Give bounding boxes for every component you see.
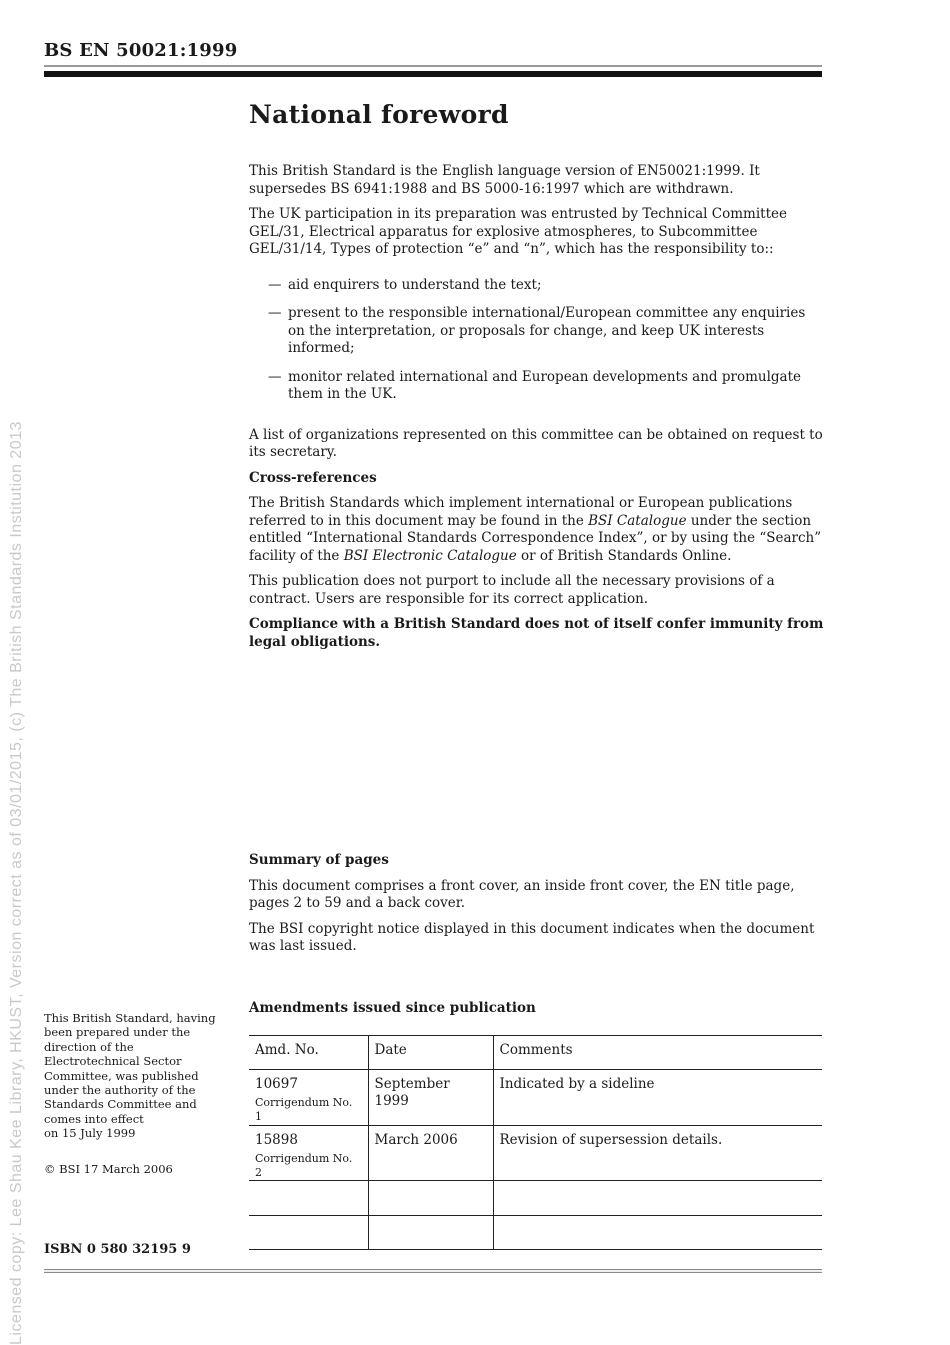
foreword-paragraph-1: This British Standard is the English language version of EN50021:1999. It supersedes BS 6941:1988 and BS 5000-16:1997 which are withdrawn. — [249, 163, 760, 197]
publication-note-line: on 15 July 1999 — [44, 1126, 136, 1141]
dash-bullet: — — [268, 368, 282, 385]
footer-rule — [44, 1269, 822, 1273]
dash-bullet: — — [268, 305, 282, 321]
crossrefs-text-2: under the section entitled “International Standards Correspondence Index”, or by using the “Search” facility of the — [249, 512, 822, 564]
table-row — [249, 1216, 822, 1250]
list-item — [249, 277, 824, 295]
bsi-catalogue-italic: BSI Catalogue — [588, 512, 687, 529]
list-item-text: present to the responsible international/European committee any enquiries on the interpretation, or proposals for change, and keep UK interests informed; — [288, 305, 806, 356]
publication-note-line: Standards Committee and — [44, 1097, 197, 1112]
compliance-statement: Compliance with a British Standard does not of itself confer immunity from legal obligations. — [249, 616, 824, 650]
cell-amd-no — [249, 1070, 368, 1126]
cell-amd-no — [249, 1126, 368, 1181]
foreword-paragraph-4: This publication does not purport to include all the necessary provisions of a contract. Users are responsible for its correct application. — [249, 573, 775, 607]
foreword-paragraph-3: A list of organizations represented on this committee can be obtained on request to its secretary. — [249, 426, 823, 460]
isbn-number: ISBN 0 580 32195 9 — [44, 1242, 191, 1257]
list-item-text: aid enquirers to understand the text; — [288, 276, 542, 293]
table-row — [249, 1070, 822, 1126]
amendments-table — [249, 1035, 822, 1250]
crossrefs-text-1: The British Standards which implement international or European publications referred to in this document may be found in the — [249, 495, 793, 529]
cell-date: September 1999 — [368, 1070, 493, 1126]
page-title: National foreword — [249, 100, 509, 129]
publication-note-line: comes into effect — [44, 1111, 144, 1126]
cell-amd-no — [249, 1181, 368, 1216]
summary-paragraph-2: The BSI copyright notice displayed in this document indicates when the document was last issued. — [249, 920, 815, 954]
responsibility-list — [249, 277, 824, 404]
summary-paragraph-1: This document comprises a front cover, an inside front cover, the EN title page, pages 2 to 59 and a back cover. — [249, 877, 795, 911]
dash-bullet: — — [268, 276, 282, 293]
header-rule-thick — [44, 71, 822, 77]
column-header-date: Date — [368, 1036, 493, 1070]
bsi-electronic-catalogue-italic: BSI Electronic Catalogue — [343, 547, 517, 564]
cell-date — [368, 1216, 493, 1250]
cell-date — [368, 1181, 493, 1216]
foreword-paragraph-2: The UK participation in its preparation was entrusted by Technical Committee GEL/31, Electrical apparatus for explosive atmospheres, to Subcommittee GEL/31/14, Types of protection “e” and “n”, which has the responsibility to:: — [249, 206, 787, 257]
cell-comments — [493, 1181, 822, 1216]
amd-corrigendum: Corrigendum No. 2 — [255, 1152, 353, 1179]
cell-comments: Indicated by a sideline — [493, 1070, 822, 1126]
cross-references-heading: Cross-references — [249, 469, 377, 486]
list-item — [249, 305, 824, 358]
column-header-amd-no: Amd. No. — [249, 1036, 368, 1070]
amendments-heading: Amendments issued since publication — [249, 999, 536, 1016]
list-item-text: monitor related international and European developments and promulgate them in the UK. — [288, 368, 801, 402]
cross-references-paragraph — [249, 495, 824, 565]
table-header-row — [249, 1036, 822, 1070]
publication-note-line: Electrotechnical Sector — [44, 1054, 182, 1069]
cell-amd-no — [249, 1216, 368, 1250]
bsi-copyright: © BSI 17 March 2006 — [44, 1161, 173, 1176]
summary-of-pages-heading: Summary of pages — [249, 852, 389, 868]
amd-number: 15898 — [255, 1132, 298, 1148]
cell-comments: Revision of supersession details. — [493, 1126, 822, 1181]
amd-number: 10697 — [255, 1076, 298, 1092]
crossrefs-text-3: or of British Standards Online. — [516, 547, 732, 564]
header-rule-thin — [44, 65, 822, 67]
publication-note-line: Committee, was published — [44, 1068, 199, 1083]
column-header-comments: Comments — [493, 1036, 822, 1070]
table-row — [249, 1181, 822, 1216]
license-watermark: Licensed copy: Lee Shau Kee Library, HKUST, Version correct as of 03/01/2015, (c) The British Standards Institution 2013 — [8, 421, 25, 1345]
amd-corrigendum: Corrigendum No. 1 — [255, 1096, 353, 1123]
list-item — [249, 369, 824, 404]
foreword-body — [249, 100, 824, 1250]
cell-comments — [493, 1216, 822, 1250]
publication-note-line: This British Standard, having — [44, 1011, 216, 1025]
publication-note — [44, 1011, 244, 1176]
publication-note-line: been prepared under the — [44, 1025, 191, 1040]
standard-number-header: BS EN 50021:1999 — [44, 40, 238, 61]
publication-note-line: under the authority of the — [44, 1083, 196, 1098]
cell-date: March 2006 — [368, 1126, 493, 1181]
publication-note-line: direction of the — [44, 1039, 134, 1054]
table-row — [249, 1126, 822, 1181]
